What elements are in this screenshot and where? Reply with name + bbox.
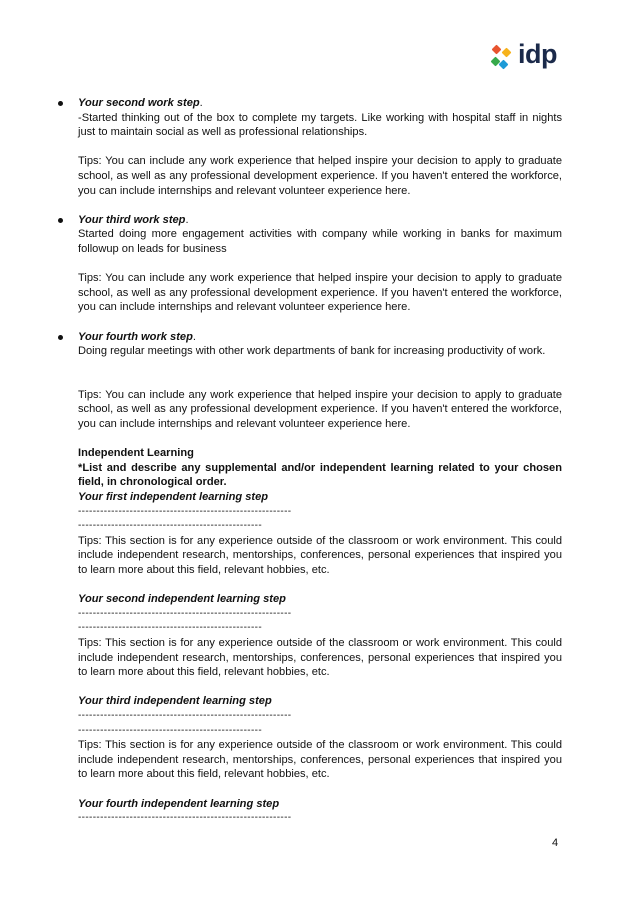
independent-step-2 — [78, 592, 562, 680]
work-step-body: Doing regular meetings with other work departments of bank for increasing productivity of work. — [78, 345, 546, 358]
work-step-title: Your third work step — [78, 213, 186, 226]
work-step-body: Started doing more engagement activities with company while working in banks for maximum followup on leads for business — [78, 228, 562, 255]
logo-text: idp — [518, 39, 557, 69]
independent-step-title: Your second independent learning step — [78, 593, 286, 606]
independent-step-title: Your third independent learning step — [78, 695, 272, 708]
independent-step-1 — [78, 490, 562, 578]
dash-line: ---------------------------------------------------------- — [78, 607, 292, 619]
dash-line: -------------------------------------------------- — [78, 724, 263, 736]
independent-step-4 — [78, 797, 562, 826]
work-step-2: Your second work step. -Started thinking out of the box to complete my targets. Like working with hospital staff in nights just to maintain social as well as professional relationships. Tips: You can include any work experience that helped inspire your decision to apply to graduate school, as well as any professional development experience. If you haven't entered the workforce, you can include internships and relevant volunteer experience here. — [78, 96, 562, 198]
work-step-title: Your second work step — [78, 97, 200, 109]
document-body — [78, 96, 562, 826]
independent-step-title: Your first independent learning step — [78, 491, 269, 504]
dash-line: ---------------------------------------------------------- — [78, 505, 292, 517]
section-heading: Independent Learning — [78, 447, 194, 460]
idp-logo-icon — [489, 44, 517, 72]
dash-line: -------------------------------------------------- — [78, 622, 263, 634]
independent-step-title: Your fourth independent learning step — [78, 797, 280, 810]
dash-line: -------------------------------------------------- — [78, 520, 263, 532]
bullet-icon — [58, 335, 63, 340]
work-step-4: Your fourth work step. Doing regular meetings with other work departments of bank for increasing productivity of work. Tips: You can include any work experience that helped inspire your decision to apply to graduate school, as well as any professional development experience. If you haven't entered the workforce, you can include internships and relevant volunteer experience here. — [78, 330, 562, 432]
independent-step-tips: Tips: This section is for any experience outside of the classroom or work environment. This could include independent research, mentorships, conferences, personal experiences that inspired you to learn more about this field, relevant hobbies, etc. — [78, 534, 562, 576]
dash-line: ---------------------------------------------------------- — [78, 709, 292, 721]
bullet-icon — [58, 218, 63, 223]
independent-step-tips: Tips: This section is for any experience outside of the classroom or work environment. This could include independent research, mentorships, conferences, personal experiences that inspired you to learn more about this field, relevant hobbies, etc. — [78, 739, 562, 781]
work-step-title: Your fourth work step — [78, 330, 193, 343]
independent-step-3 — [78, 694, 562, 782]
work-step-body: -Started thinking out of the box to complete my targets. Like working with hospital staff in nights just to maintain social as well as professional relationships. — [78, 111, 562, 139]
section-instruction: *List and describe any supplemental and/or independent learning related to your chosen field, in chronological order. — [78, 461, 562, 489]
page-number: 4 — [552, 837, 559, 849]
dash-line: ---------------------------------------------------------- — [78, 812, 292, 824]
independent-step-tips: Tips: This section is for any experience outside of the classroom or work environment. This could include independent research, mentorships, conferences, personal experiences that inspired you to learn more about this field, relevant hobbies, etc. — [78, 636, 562, 679]
bullet-icon — [58, 101, 63, 106]
work-step-tips: Tips: You can include any work experience that helped inspire your decision to apply to graduate school, as well as any professional development experience. If you haven't entered the workforce, you can include internships and relevant volunteer experience here. — [78, 388, 562, 431]
work-step-tips: Tips: You can include any work experience that helped inspire your decision to apply to graduate school, as well as any professional development experience. If you haven't entered the workforce, you can include internships and relevant volunteer experience here. — [78, 272, 562, 314]
work-step-3: Your third work step. Started doing more engagement activities with company while working in banks for maximum followup on leads for business Tips: You can include any work experience that helped inspire your decision to apply to graduate school, as well as any professional development experience. If you haven't entered the workforce, you can include internships and relevant volunteer experience here. — [78, 213, 562, 315]
work-step-tips: Tips: You can include any work experience that helped inspire your decision to apply to graduate school, as well as any professional development experience. If you haven't entered the workforce, you can include internships and relevant volunteer experience here. — [78, 155, 562, 197]
